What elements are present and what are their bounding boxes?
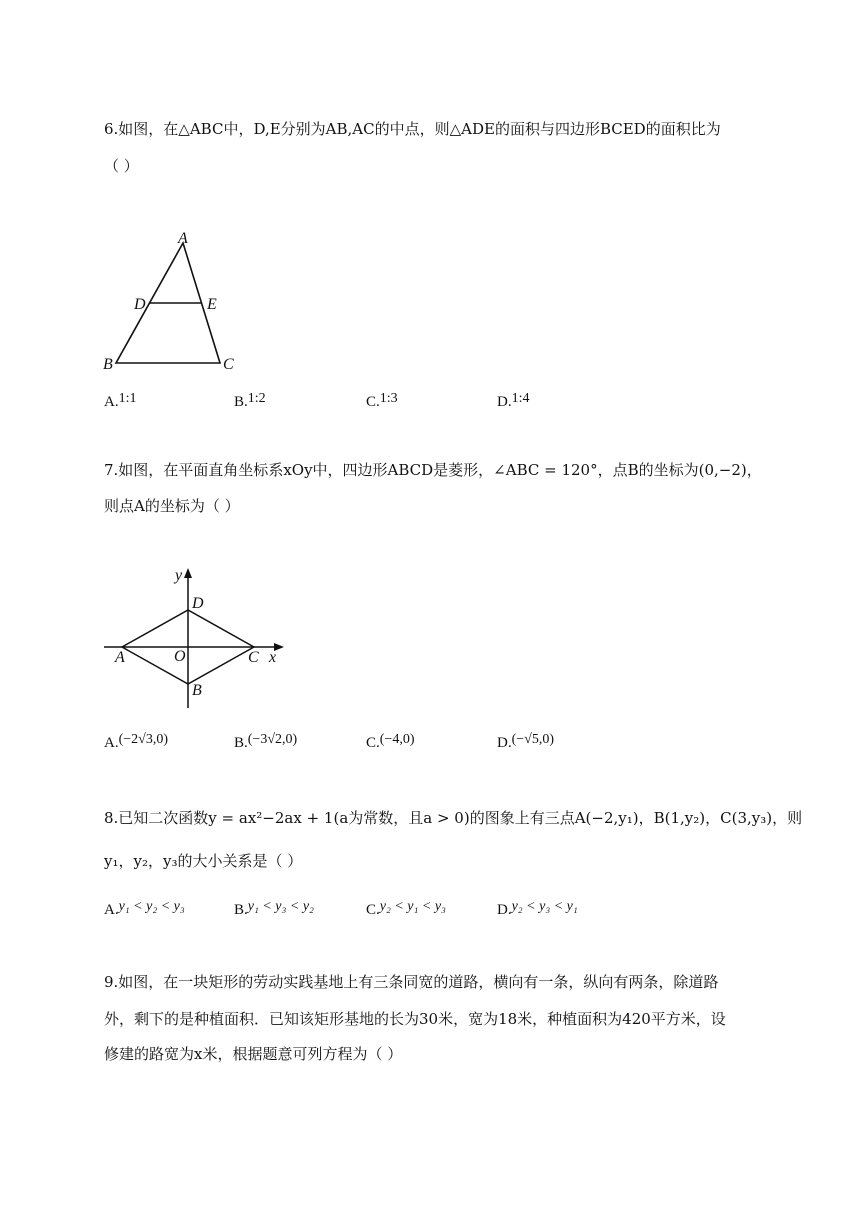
q7-label-a: A — [115, 649, 125, 666]
q6-label-e: E — [207, 296, 217, 313]
option-value: y₂ < y₃ < y₁ — [511, 899, 578, 914]
q6-label-d: D — [134, 296, 146, 313]
option-label: D. — [497, 394, 512, 410]
q8-stem-line2: y₁，y₂，y₃的大小关系是（ ） — [104, 852, 303, 870]
option-value: y₂ < y₁ < y₃ — [379, 899, 446, 914]
q7-label-b: B — [192, 682, 202, 699]
q7-option-a[interactable] — [104, 731, 168, 755]
q7-option-b[interactable] — [234, 731, 297, 755]
q8-option-a[interactable] — [104, 898, 185, 922]
q6-label-b: B — [103, 356, 113, 373]
option-label: B. — [234, 394, 248, 410]
q6-option-a[interactable] — [104, 390, 136, 414]
q6-stem-line1: 6.如图，在△ABC中，D,E分别为AB,AC的中点，则△ADE的面积与四边形BCED的面积比为 — [104, 120, 721, 138]
q7-stem-line2: 则点A的坐标为（ ） — [104, 497, 240, 515]
option-value: 1:3 — [379, 391, 398, 406]
q9-stem-line1: 9.如图，在一块矩形的劳动实践基地上有三条同宽的道路，横向有一条，纵向有两条，除道路 — [104, 973, 719, 991]
q7-stem-line1: 7.如图，在平面直角坐标系xOy中，四边形ABCD是菱形，∠ABC = 120°，点B的坐标为(0,−2)， — [104, 461, 762, 479]
option-label: B. — [234, 735, 248, 751]
q8-stem-line1: 8.已知二次函数y = ax²−2ax + 1(a为常数，且a > 0)的图象上有三点A(−2,y₁)，B(1,y₂)，C(3,y₃)，则 — [104, 809, 803, 827]
q7-label-x: x — [269, 649, 277, 666]
option-label: A. — [104, 394, 119, 410]
option-label: C. — [366, 735, 380, 751]
q9-stem-line3: 修建的路宽为x米，根据题意可列方程为（ ） — [104, 1045, 403, 1063]
q9-stem-line2: 外，剩下的是种植面积．已知该矩形基地的长为30米，宽为18米，种植面积为420平方米，设 — [104, 1010, 726, 1028]
option-label: D. — [497, 902, 512, 918]
q6-option-d[interactable] — [497, 390, 529, 414]
option-value: 1:4 — [511, 391, 530, 406]
q6-option-b[interactable] — [234, 390, 266, 414]
option-value: (−3√2,0) — [247, 732, 298, 747]
q6-option-c[interactable] — [366, 390, 398, 414]
option-label: D. — [497, 735, 512, 751]
q7-label-d: D — [192, 595, 204, 612]
option-label: C. — [366, 902, 380, 918]
option-value: 1:1 — [118, 391, 137, 406]
option-value: (−√5,0) — [511, 732, 554, 747]
option-value: y₁ < y₃ < y₂ — [247, 899, 314, 914]
option-label: A. — [104, 735, 119, 751]
q7-label-o: O — [174, 648, 186, 665]
option-label: A. — [104, 902, 119, 918]
q8-option-d[interactable] — [497, 898, 578, 922]
option-value: (−4,0) — [379, 732, 415, 747]
q7-rhombus-figure — [100, 560, 290, 712]
option-label: C. — [366, 394, 380, 410]
q7-option-d[interactable] — [497, 731, 554, 755]
option-value: (−2√3,0) — [118, 732, 168, 747]
q6-triangle-figure — [98, 225, 248, 377]
q7-option-c[interactable] — [366, 731, 415, 755]
option-value: 1:2 — [247, 391, 266, 406]
q6-label-c: C — [223, 356, 234, 373]
q8-option-c[interactable] — [366, 898, 446, 922]
q8-option-b[interactable] — [234, 898, 314, 922]
q7-label-y: y — [175, 567, 183, 584]
option-label: B. — [234, 902, 248, 918]
option-value: y₁ < y₂ < y₃ — [118, 899, 185, 914]
q6-label-a: A — [178, 230, 188, 247]
q6-stem-line2: （ ） — [104, 157, 139, 175]
q7-label-c: C — [248, 649, 259, 666]
